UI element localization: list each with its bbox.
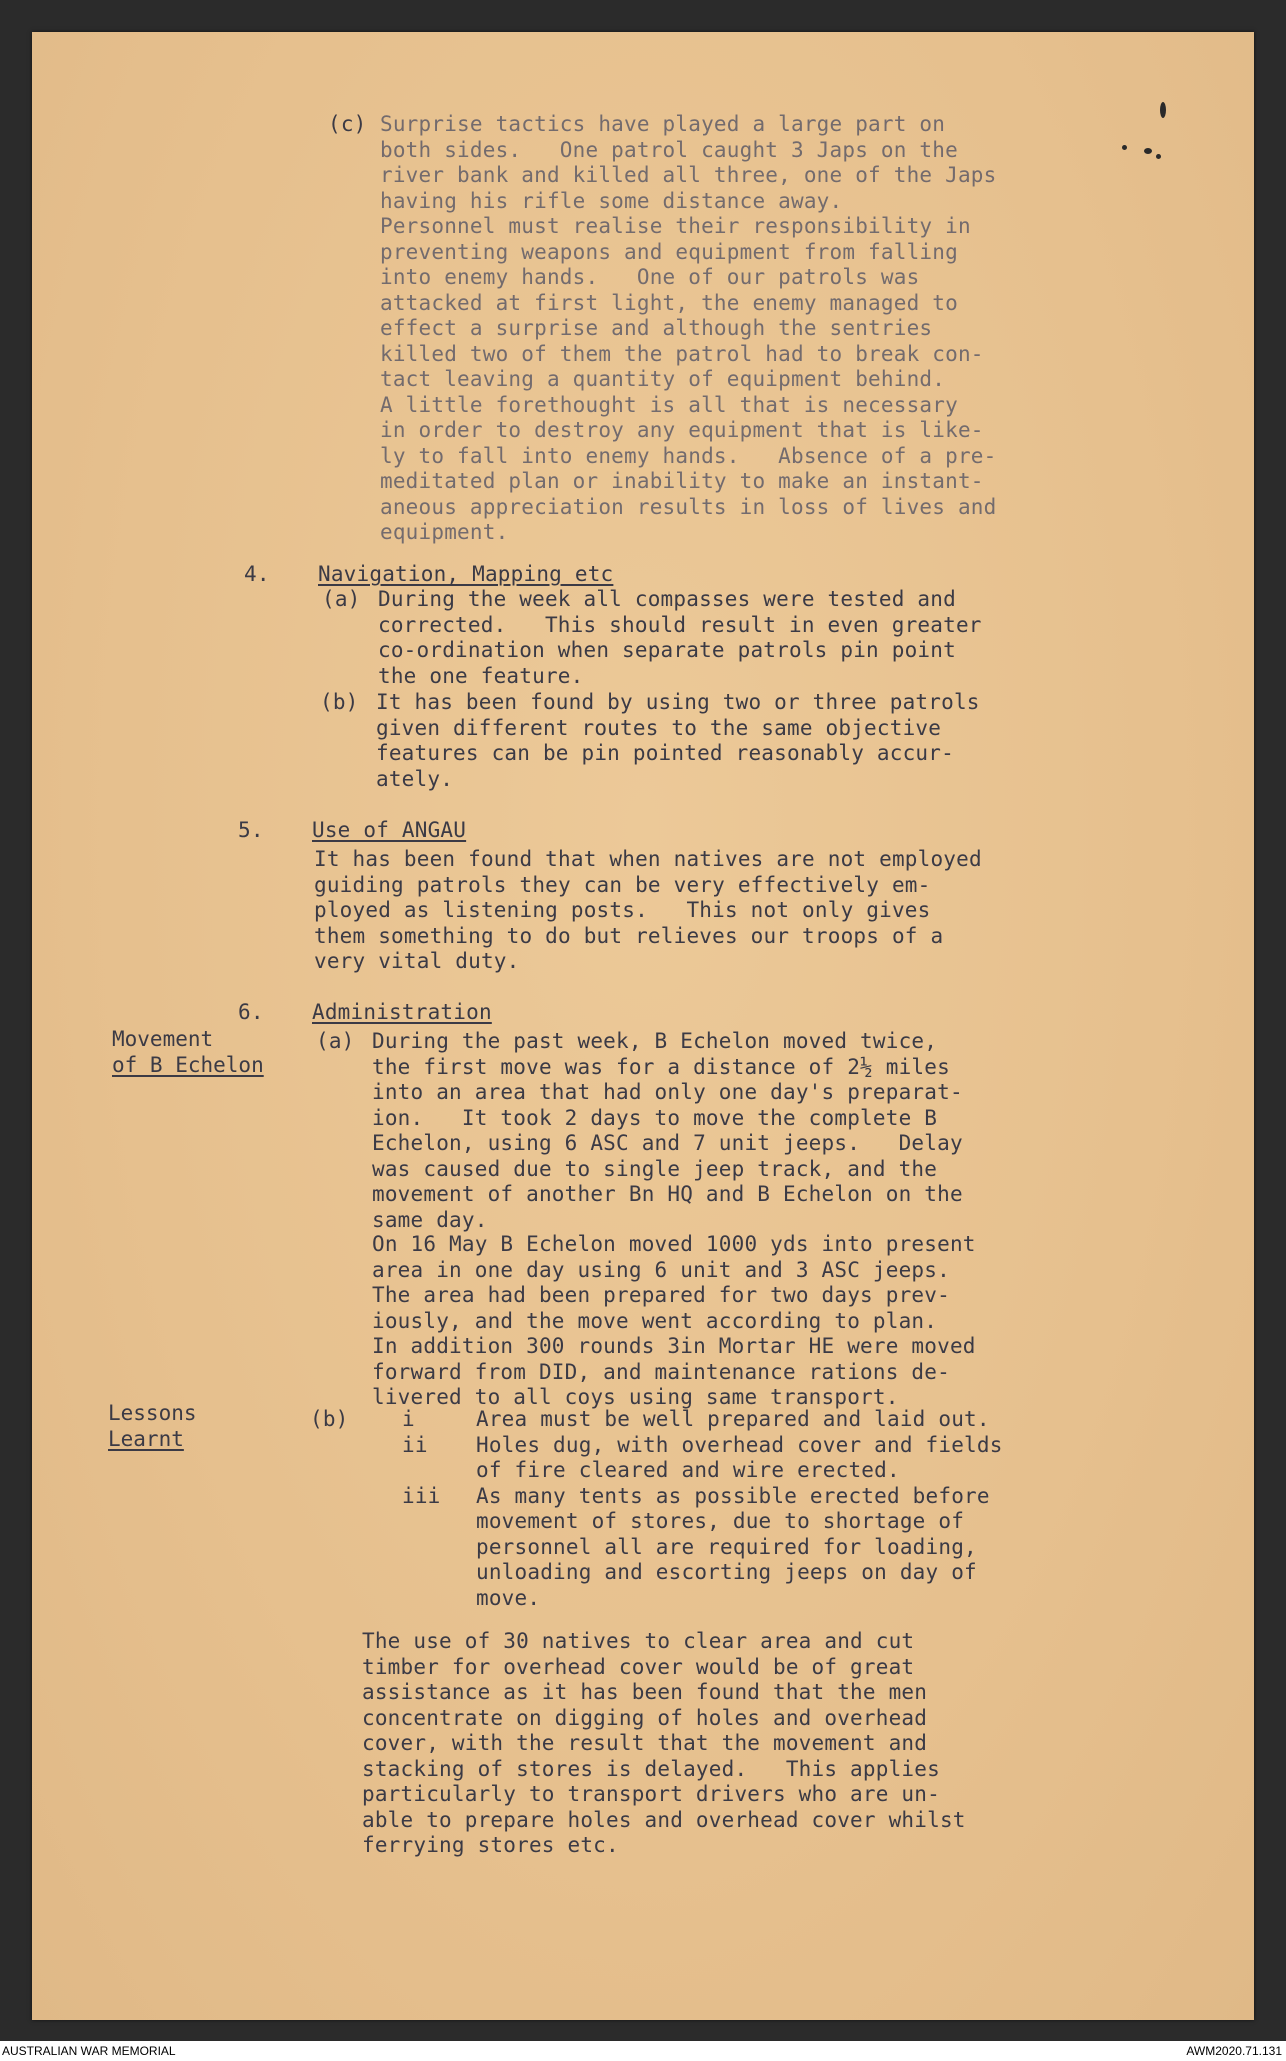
- text-line: Holes dug, with overhead cover and fields: [476, 1432, 1003, 1457]
- margin-note-line: Lessons: [108, 1401, 197, 1425]
- text-line: The use of 30 natives to clear area and cut: [362, 1629, 915, 1653]
- text-line: of fire cleared and wire erected.: [476, 1458, 900, 1482]
- margin-note-line: Movement: [112, 1027, 214, 1051]
- text-line: particularly to transport drivers who are un-: [362, 1782, 940, 1806]
- text-line: was caused due to single jeep track, and the: [372, 1156, 938, 1181]
- lesson-text: [476, 1484, 990, 1612]
- text-line: meditated plan or inability to make an instant-: [380, 469, 984, 493]
- section-6-closing: [362, 1629, 966, 1859]
- margin-note-line: Learnt: [108, 1427, 184, 1451]
- text-line: the one feature.: [378, 663, 584, 688]
- text-line: timber for overhead cover would be of great: [362, 1654, 915, 1679]
- margin-note-movement: [112, 1026, 264, 1078]
- text-line: equipment.: [380, 520, 509, 544]
- lesson-number: iii: [402, 1483, 441, 1508]
- lesson-number: i: [402, 1407, 415, 1431]
- text-line: During the week all compasses were tested and: [378, 587, 956, 611]
- para-3c-body: [380, 112, 996, 546]
- text-line: co-ordination when separate patrols pin point: [378, 638, 956, 662]
- text-line: On 16 May B Echelon moved 1000 yds into present: [372, 1232, 976, 1256]
- text-line: features can be pin pointed reasonably accur-: [376, 741, 954, 765]
- ink-speck: [1160, 102, 1166, 118]
- text-line: It has been found that when natives are not employed: [314, 847, 982, 871]
- margin-note-line: of B Echelon: [112, 1053, 264, 1077]
- section-6-a-body-2: [372, 1232, 976, 1411]
- text-line: both sides. One patrol caught 3 Japs on the: [380, 137, 958, 162]
- section-4-b-body: [376, 690, 980, 792]
- section-4-heading: Navigation, Mapping etc: [318, 562, 614, 586]
- section-4-b-label: (b): [320, 690, 359, 714]
- text-line: aneous appreciation results in loss of lives and: [380, 494, 997, 519]
- text-line: killed two of them the patrol had to break con-: [380, 341, 984, 366]
- text-line: them something to do but relieves our troops of a: [314, 923, 944, 948]
- text-line: area in one day using 6 unit and 3 ASC jeeps.: [372, 1257, 950, 1282]
- archive-footer: [0, 2041, 1286, 2061]
- text-line: During the past week, B Echelon moved twice,: [372, 1029, 938, 1053]
- text-line: in order to destroy any equipment that is like-: [380, 418, 984, 442]
- text-line: into an area that had only one day's preparat-: [372, 1080, 963, 1104]
- text-line: Echelon, using 6 ASC and 7 unit jeeps. Delay: [372, 1131, 963, 1155]
- text-line: into enemy hands. One of our patrols was: [380, 265, 920, 289]
- text-line: livered to all coys using same transport.: [372, 1385, 899, 1409]
- para-3c-label: (c): [328, 112, 367, 136]
- text-line: the first move was for a distance of 2½ miles: [372, 1054, 950, 1079]
- lesson-text: [476, 1407, 990, 1433]
- text-line: given different routes to the same objective: [376, 715, 942, 740]
- text-line: stacking of stores is delayed. This applies: [362, 1756, 940, 1781]
- lesson-number: ii: [402, 1432, 428, 1457]
- text-line: assistance as it has been found that the men: [362, 1680, 928, 1704]
- text-line: cover, with the result that the movement and: [362, 1731, 928, 1755]
- text-line: move.: [476, 1585, 541, 1610]
- text-line: The area had been prepared for two days prev-: [372, 1283, 950, 1307]
- text-line: having his rifle some distance away.: [380, 188, 843, 213]
- lesson-text: [476, 1433, 1003, 1484]
- section-6-number: 6.: [238, 1000, 264, 1024]
- section-5-number: 5.: [238, 818, 264, 842]
- section-6-a-body: [372, 1029, 963, 1233]
- text-line: able to prepare holes and overhead cover whilst: [362, 1807, 966, 1832]
- footer-right: AWM2020.71.131: [1186, 2044, 1282, 2058]
- text-line: ferrying stores etc.: [362, 1833, 619, 1857]
- text-line: ion. It took 2 days to move the complete B: [372, 1105, 938, 1130]
- text-line: ly to fall into enemy hands. Absence of a pre-: [380, 443, 997, 468]
- ink-speck: [1144, 148, 1152, 154]
- section-4-number: 4.: [244, 562, 270, 586]
- section-5-heading: Use of ANGAU: [312, 818, 467, 842]
- text-line: iously, and the move went according to plan.: [372, 1308, 938, 1333]
- text-line: effect a surprise and although the sentries: [380, 316, 933, 340]
- text-line: river bank and killed all three, one of the Japs: [380, 163, 997, 187]
- text-line: ployed as listening posts. This not only gives: [314, 898, 931, 922]
- text-line: corrected. This should result in even greater: [378, 612, 982, 637]
- text-line: personnel all are required for loading,: [476, 1534, 977, 1559]
- text-line: As many tents as possible erected before: [476, 1483, 990, 1508]
- text-line: In addition 300 rounds 3in Mortar HE were moved: [372, 1334, 976, 1358]
- text-line: same day.: [372, 1207, 488, 1232]
- footer-left: AUSTRALIAN WAR MEMORIAL: [2, 2044, 176, 2058]
- text-line: guiding patrols they can be very effectively em-: [314, 872, 931, 897]
- text-line: Surprise tactics have played a large part on: [380, 112, 946, 136]
- text-line: movement of another Bn HQ and B Echelon on the: [372, 1182, 963, 1206]
- text-line: forward from DID, and maintenance rations de-: [372, 1359, 950, 1384]
- ink-speck: [1122, 145, 1127, 150]
- section-6-b-label: (b): [310, 1407, 349, 1431]
- text-line: very vital duty.: [314, 949, 520, 973]
- text-line: It has been found by using two or three patrols: [376, 690, 980, 714]
- section-6-a-label: (a): [316, 1029, 355, 1053]
- ink-speck: [1156, 154, 1161, 159]
- document-page: [32, 32, 1254, 2020]
- margin-note-lessons: [108, 1400, 197, 1452]
- text-line: unloading and escorting jeeps on day of: [476, 1560, 977, 1584]
- text-line: movement of stores, due to shortage of: [476, 1509, 965, 1533]
- text-line: attacked at first light, the enemy managed to: [380, 290, 958, 315]
- text-line: preventing weapons and equipment from falling: [380, 239, 958, 264]
- text-line: concentrate on digging of holes and overhead: [362, 1705, 928, 1730]
- text-line: tact leaving a quantity of equipment behind.: [380, 367, 946, 391]
- section-6-heading: Administration: [312, 1000, 492, 1024]
- text-line: ately.: [376, 766, 454, 791]
- section-5-body: [314, 847, 982, 975]
- text-line: A little forethought is all that is necessary: [380, 392, 958, 417]
- text-line: Area must be well prepared and laid out.: [476, 1407, 990, 1431]
- section-4-a-body: [378, 587, 982, 689]
- section-4-a-label: (a): [322, 587, 361, 611]
- text-line: Personnel must realise their responsibility in: [380, 214, 971, 238]
